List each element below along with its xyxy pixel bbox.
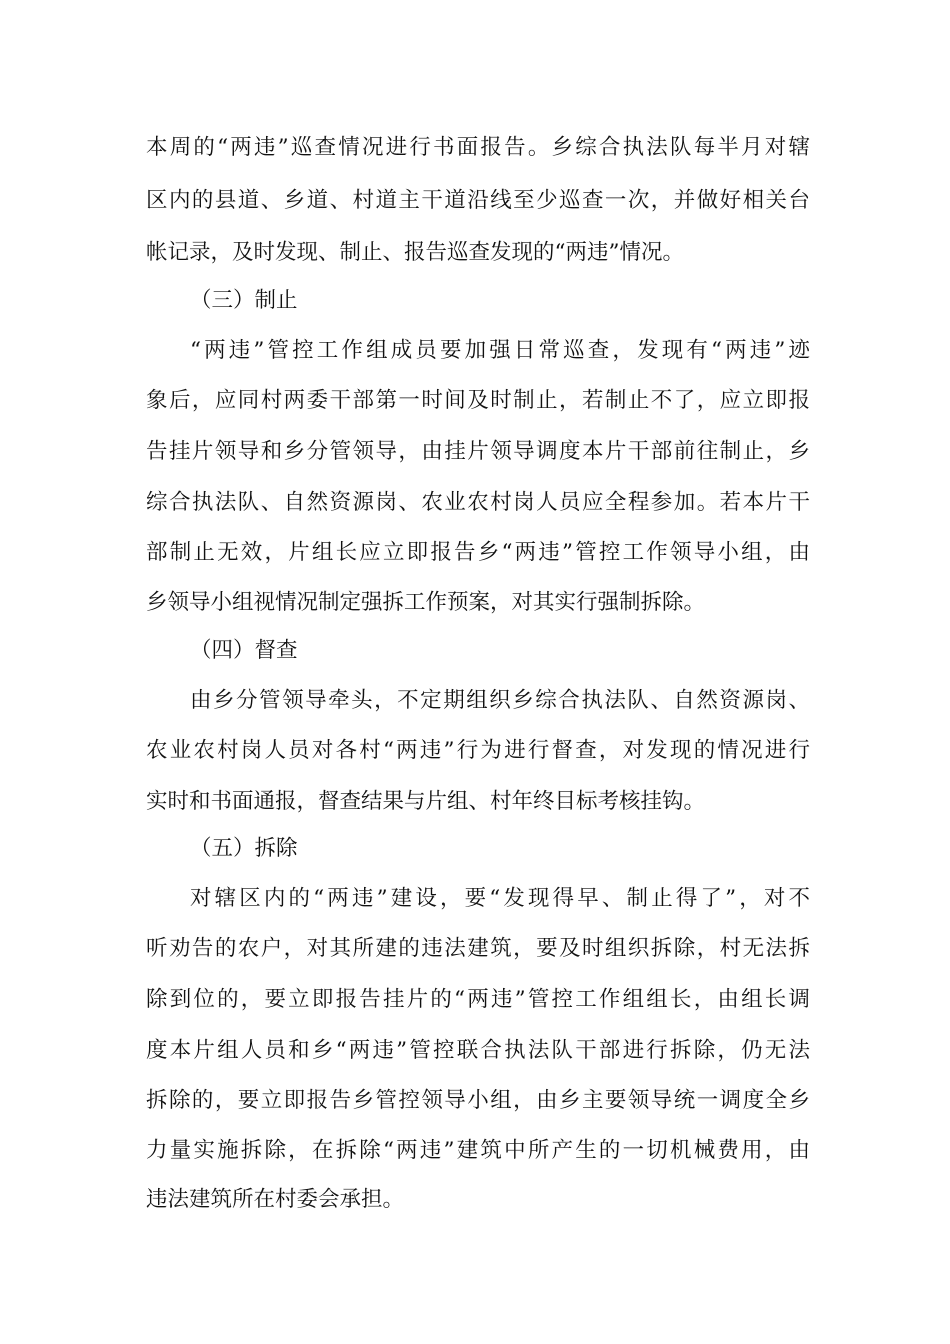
paragraph-line: “两违”管控工作组成员要加强日常巡查，发现有“两违”迹 xyxy=(190,338,810,363)
paragraph-line: 拆除的，要立即报告乡管控领导小组，由乡主要领导统一调度全乡 xyxy=(146,1088,810,1113)
section-heading-4: （四）督查 xyxy=(190,638,298,663)
paragraph-line: 乡领导小组视情况制定强拆工作预案，对其实行强制拆除。 xyxy=(146,590,706,615)
paragraph-line: 区内的县道、乡道、村道主干道沿线至少巡查一次，并做好相关台 xyxy=(146,188,810,213)
paragraph-line: 象后，应同村两委干部第一时间及时制止，若制止不了，应立即报 xyxy=(146,388,810,413)
paragraph-line: 度本片组人员和乡“两违”管控联合执法队干部进行拆除，仍无法 xyxy=(146,1038,810,1063)
paragraph-line: 违法建筑所在村委会承担。 xyxy=(146,1187,405,1212)
paragraph-line: 听劝告的农户，对其所建的违法建筑，要及时组织拆除，村无法拆 xyxy=(146,936,810,961)
paragraph-line: 对辖区内的“两违”建设，要“发现得早、制止得了”，对不 xyxy=(190,886,810,911)
section-heading-3: （三）制止 xyxy=(190,288,298,313)
paragraph-line: 帐记录，及时发现、制止、报告巡查发现的“两违”情况。 xyxy=(146,240,684,265)
paragraph-line: 由乡分管领导牵头，不定期组织乡综合执法队、自然资源岗、 xyxy=(190,688,810,713)
paragraph-line: 实时和书面通报，督查结果与片组、村年终目标考核挂钩。 xyxy=(146,789,706,814)
paragraph-line: 除到位的，要立即报告挂片的“两违”管控工作组组长，由组长调 xyxy=(146,987,810,1012)
paragraph-line: 本周的“两违”巡查情况进行书面报告。乡综合执法队每半月对辖 xyxy=(146,135,810,160)
section-heading-5: （五）拆除 xyxy=(190,836,298,861)
paragraph-line: 告挂片领导和乡分管领导，由挂片领导调度本片干部前往制止，乡 xyxy=(146,439,810,464)
paragraph-line: 部制止无效，片组长应立即报告乡“两违”管控工作领导小组，由 xyxy=(146,540,810,565)
paragraph-line: 力量实施拆除，在拆除“两违”建筑中所产生的一切机械费用，由 xyxy=(146,1138,810,1163)
paragraph-line: 综合执法队、自然资源岗、农业农村岗人员应全程参加。若本片干 xyxy=(146,490,810,515)
paragraph-line: 农业农村岗人员对各村“两违”行为进行督查，对发现的情况进行 xyxy=(146,738,810,763)
